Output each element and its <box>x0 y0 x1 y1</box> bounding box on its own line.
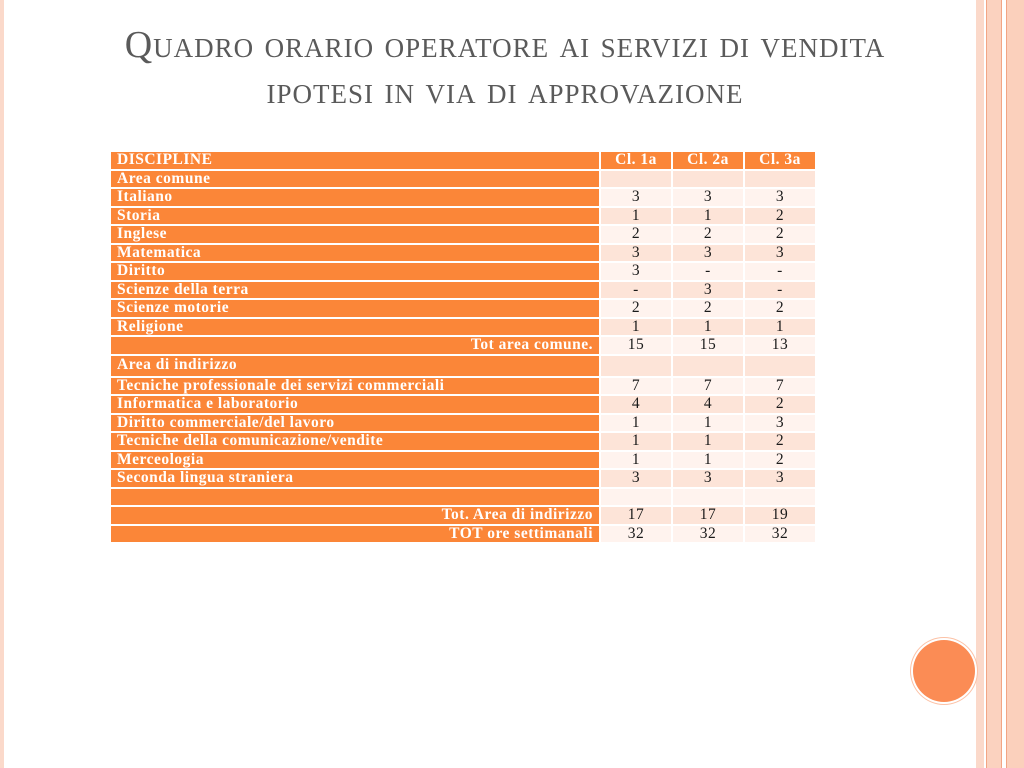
discipline-cell: Italiano <box>110 188 600 207</box>
hours-cell-class-3: 19 <box>744 506 816 525</box>
schedule-table-body <box>110 151 816 543</box>
table-header-row <box>110 151 816 170</box>
hours-cell-class-1: 1 <box>600 318 672 337</box>
discipline-cell: Merceologia <box>110 451 600 470</box>
hours-cell-class-3: - <box>744 281 816 300</box>
slide-title-line-2: ipotesi in via di approvazione <box>266 70 744 112</box>
hours-cell-class-2: 1 <box>672 207 744 226</box>
table-row <box>110 488 816 507</box>
hours-cell-class-2: 32 <box>672 525 744 544</box>
hours-cell-class-2: 1 <box>672 414 744 433</box>
discipline-cell: Storia <box>110 207 600 226</box>
hours-cell-class-1: 3 <box>600 188 672 207</box>
hours-cell-class-1: 2 <box>600 299 672 318</box>
hours-cell-class-3: 3 <box>744 244 816 263</box>
schedule-table <box>109 150 817 544</box>
hours-cell-class-3: 3 <box>744 414 816 433</box>
hours-cell-class-2 <box>672 488 744 507</box>
hours-cell-class-1: 2 <box>600 225 672 244</box>
decorative-circle <box>913 640 975 702</box>
hours-cell-class-2: 1 <box>672 432 744 451</box>
discipline-cell <box>110 488 600 507</box>
hours-cell-class-2: 4 <box>672 395 744 414</box>
hours-cell-class-1: 4 <box>600 395 672 414</box>
hours-cell-class-1: - <box>600 281 672 300</box>
hours-cell-class-3: 2 <box>744 225 816 244</box>
hours-cell-class-3: 13 <box>744 336 816 355</box>
hours-cell-class-2 <box>672 355 744 377</box>
hours-cell-class-2: 1 <box>672 318 744 337</box>
hours-cell-class-3: 2 <box>744 299 816 318</box>
hours-cell-class-2: 15 <box>672 336 744 355</box>
hours-cell-class-3: 2 <box>744 395 816 414</box>
hours-cell-class-3: 32 <box>744 525 816 544</box>
discipline-cell: Area comune <box>110 170 600 189</box>
hours-cell-class-3: 7 <box>744 377 816 396</box>
discipline-cell: Tot area comune. <box>110 336 600 355</box>
hours-cell-class-2: 1 <box>672 451 744 470</box>
header-cell-discipline: DISCIPLINE <box>110 151 600 170</box>
discipline-cell: Inglese <box>110 225 600 244</box>
table-row <box>110 525 816 544</box>
header-cell-class-1: Cl. 1a <box>600 151 672 170</box>
hours-cell-class-1: 1 <box>600 414 672 433</box>
table-row <box>110 414 816 433</box>
table-row <box>110 336 816 355</box>
hours-cell-class-2: 17 <box>672 506 744 525</box>
hours-cell-class-3: - <box>744 262 816 281</box>
right-decorative-stripes <box>976 0 1024 768</box>
hours-cell-class-3 <box>744 355 816 377</box>
hours-cell-class-3: 3 <box>744 188 816 207</box>
discipline-cell: Seconda lingua straniera <box>110 469 600 488</box>
table-row <box>110 170 816 189</box>
discipline-cell: Scienze della terra <box>110 281 600 300</box>
discipline-cell: Tot. Area di indirizzo <box>110 506 600 525</box>
table-row <box>110 281 816 300</box>
hours-cell-class-1: 1 <box>600 207 672 226</box>
hours-cell-class-2: 3 <box>672 469 744 488</box>
hours-cell-class-2: 3 <box>672 244 744 263</box>
hours-cell-class-3: 2 <box>744 451 816 470</box>
table-row <box>110 318 816 337</box>
table-row <box>110 299 816 318</box>
table-row <box>110 469 816 488</box>
hours-cell-class-3: 1 <box>744 318 816 337</box>
discipline-cell: Diritto <box>110 262 600 281</box>
table-row <box>110 244 816 263</box>
hours-cell-class-1: 3 <box>600 244 672 263</box>
hours-cell-class-1: 7 <box>600 377 672 396</box>
hours-cell-class-2: 7 <box>672 377 744 396</box>
header-cell-class-2: Cl. 2a <box>672 151 744 170</box>
discipline-cell: TOT ore settimanali <box>110 525 600 544</box>
table-row <box>110 451 816 470</box>
hours-cell-class-1 <box>600 355 672 377</box>
discipline-cell: Informatica e laboratorio <box>110 395 600 414</box>
table-row <box>110 262 816 281</box>
table-row <box>110 207 816 226</box>
hours-cell-class-2 <box>672 170 744 189</box>
table-row <box>110 377 816 396</box>
hours-cell-class-1: 1 <box>600 432 672 451</box>
discipline-cell: Scienze motorie <box>110 299 600 318</box>
discipline-cell: Area di indirizzo <box>110 355 600 377</box>
hours-cell-class-3: 2 <box>744 207 816 226</box>
hours-cell-class-3 <box>744 170 816 189</box>
table-row <box>110 432 816 451</box>
hours-cell-class-3 <box>744 488 816 507</box>
discipline-cell: Tecniche della comunicazione/vendite <box>110 432 600 451</box>
left-decorative-border <box>0 0 4 768</box>
discipline-cell: Tecniche professionale dei servizi commerciali <box>110 377 600 396</box>
hours-cell-class-1: 3 <box>600 469 672 488</box>
hours-cell-class-1 <box>600 170 672 189</box>
slide-title <box>40 22 970 114</box>
table-row <box>110 225 816 244</box>
hours-cell-class-1 <box>600 488 672 507</box>
table-row <box>110 506 816 525</box>
slide-title-line-1: Quadro orario operatore ai servizi di vendita <box>124 24 886 66</box>
hours-cell-class-2: 3 <box>672 188 744 207</box>
table-row <box>110 355 816 377</box>
hours-cell-class-2: 2 <box>672 225 744 244</box>
hours-cell-class-1: 1 <box>600 451 672 470</box>
discipline-cell: Religione <box>110 318 600 337</box>
hours-cell-class-1: 32 <box>600 525 672 544</box>
stripe <box>986 0 1002 768</box>
stripe <box>1006 0 1024 768</box>
hours-cell-class-1: 3 <box>600 262 672 281</box>
discipline-cell: Matematica <box>110 244 600 263</box>
discipline-cell: Diritto commerciale/del lavoro <box>110 414 600 433</box>
table-row <box>110 395 816 414</box>
hours-cell-class-3: 3 <box>744 469 816 488</box>
stripe <box>976 0 984 768</box>
hours-cell-class-3: 2 <box>744 432 816 451</box>
hours-cell-class-1: 17 <box>600 506 672 525</box>
table-row <box>110 188 816 207</box>
hours-cell-class-1: 15 <box>600 336 672 355</box>
hours-cell-class-2: 2 <box>672 299 744 318</box>
hours-cell-class-2: 3 <box>672 281 744 300</box>
header-cell-class-3: Cl. 3a <box>744 151 816 170</box>
hours-cell-class-2: - <box>672 262 744 281</box>
